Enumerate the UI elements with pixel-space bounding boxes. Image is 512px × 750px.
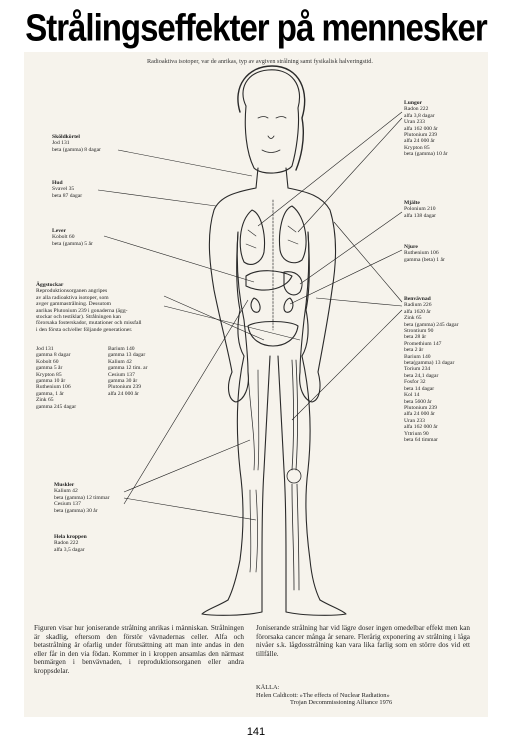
- figure-caption-top: Radioaktiva isotoper, var de anrikas, typ av avgiven strålning samt fysikalisk halveringstid.: [147, 58, 373, 65]
- right-arm: [288, 188, 336, 372]
- kidney-right: [284, 298, 293, 312]
- caption-left: Figuren visar hur joniserande strålning anrikas i människan. Strålningen är skadlig, eftersom den förstör vävnadernas celler. Alfa och betastrålning är ofarlig under förutsättning att man inte andas in den eller får in den via födan. Kommer in i kroppen ansamlas den närmast benmärgen i benvävnaden, i reproduktionsorganen eller andra kroppsdelar.: [34, 624, 244, 675]
- liver: [246, 271, 292, 290]
- label-skoldkortel: Sköldkörtel Jod 131 beta (gamma) 8 dagar: [52, 134, 101, 153]
- right-leg-inner: [278, 356, 286, 600]
- left-leg-inner: [262, 356, 270, 600]
- right-foot: [286, 600, 346, 615]
- pelvis: [248, 322, 298, 347]
- label-lungor: Lungor Radon 222 alfa 3,8 dagar Uran 233 alfa 162 000 år Plutonium 239 alfa 24 000 år Krypton 85 beta (gamma) 10 år: [404, 100, 448, 158]
- right-hand: [300, 372, 320, 402]
- source-line-1: Helen Caldicott: »The effects of Nuclear Radiation»: [256, 691, 390, 699]
- label-hela-kroppen: Hela kroppen Radon 222 alfa 3,5 dagar: [54, 534, 87, 553]
- label-lever: Lever Kobolt 60 beta (gamma) 5 år: [52, 228, 93, 247]
- label-hud: Hud Svavel 35 beta 87 dagar: [52, 180, 83, 199]
- left-arm: [209, 188, 256, 372]
- label-muskler: Muskler Kalium 42 beta (gamma) 12 timmar Cesium 137 beta (gamma) 30 år: [54, 482, 110, 514]
- left-lung: [240, 210, 264, 264]
- label-aggstockar: Äggstockar Reproduktionsorganen angripes av alla radioaktiva isotoper, som avger gammastrålning. Dessutom anrikas Plutonium 239 i gonaderna (ägg- stockar och testiklar). Strålningen kan förorsaka fosterskador, mutationer och missfall i den första och/eller följande generationer.: [36, 282, 142, 333]
- head-outline: [243, 70, 300, 173]
- label-aggstockar-col1: Jod 131 gamma 8 dagar Kobolt 60 gamma 5 år Krypton 85 gamma 10 år Ruthenium 106 gamma, 1 år Zink 65 gamma 245 dagar: [36, 346, 77, 410]
- source-line-2: Trojan Decommissioning Alliance 1976: [290, 699, 393, 707]
- left-leg-outer: [228, 356, 244, 600]
- caption-right: Joniserande strålning har vid lägre doser ingen omedelbar effekt men kan förorsaka cancer många år senare. Flerårig exponering av strålning i låga nivåer s.k. lågdosstrålning kan vara lika farlig som en större dos vid ett tillfälle.: [256, 624, 470, 658]
- label-aggstockar-col2: Barium 140 gamma 13 dagar Kalium 42 gamma 12 tim. ar Cesium 137 gamma 30 år Plutonium 239 alfa 24 000 år: [108, 346, 148, 397]
- right-tibia: [292, 484, 299, 590]
- label-njure: Njure Ruthenium 106 gamma (beta) 1 år: [404, 244, 445, 263]
- lung-texture: [246, 226, 298, 248]
- source-label: KÄLLA:: [256, 684, 280, 691]
- source-block: [256, 684, 392, 707]
- right-leg-outer: [302, 356, 320, 600]
- right-lung: [280, 206, 307, 263]
- left-foot: [202, 600, 262, 615]
- label-benvavnad: Benvävnad Radium 226 alfa 1620 år Zink 65 beta (gamma) 245 dagar Strontium 90 beta 28 år Promethium 147 beta 2 år Barium 140 beta(gamma) 13 dagar Torium 234 beta 24,1 dagar Fosfor 32 beta 14 dagar Kol 14 beta 5600 år Plutonium 239 alfa 24 000 år Uran 233 alfa 162 000 år Yttrium 90 beta 64 timmar: [404, 296, 459, 443]
- page-title: Strålingseffekter på mennesker: [25, 6, 487, 49]
- left-leg-muscles: [248, 370, 259, 572]
- face-features: [258, 117, 286, 153]
- label-mjalte: Mjälte Polonium 210 alfa 138 dagar: [404, 200, 436, 219]
- kidney-left: [251, 298, 260, 312]
- page-number: 141: [246, 726, 266, 738]
